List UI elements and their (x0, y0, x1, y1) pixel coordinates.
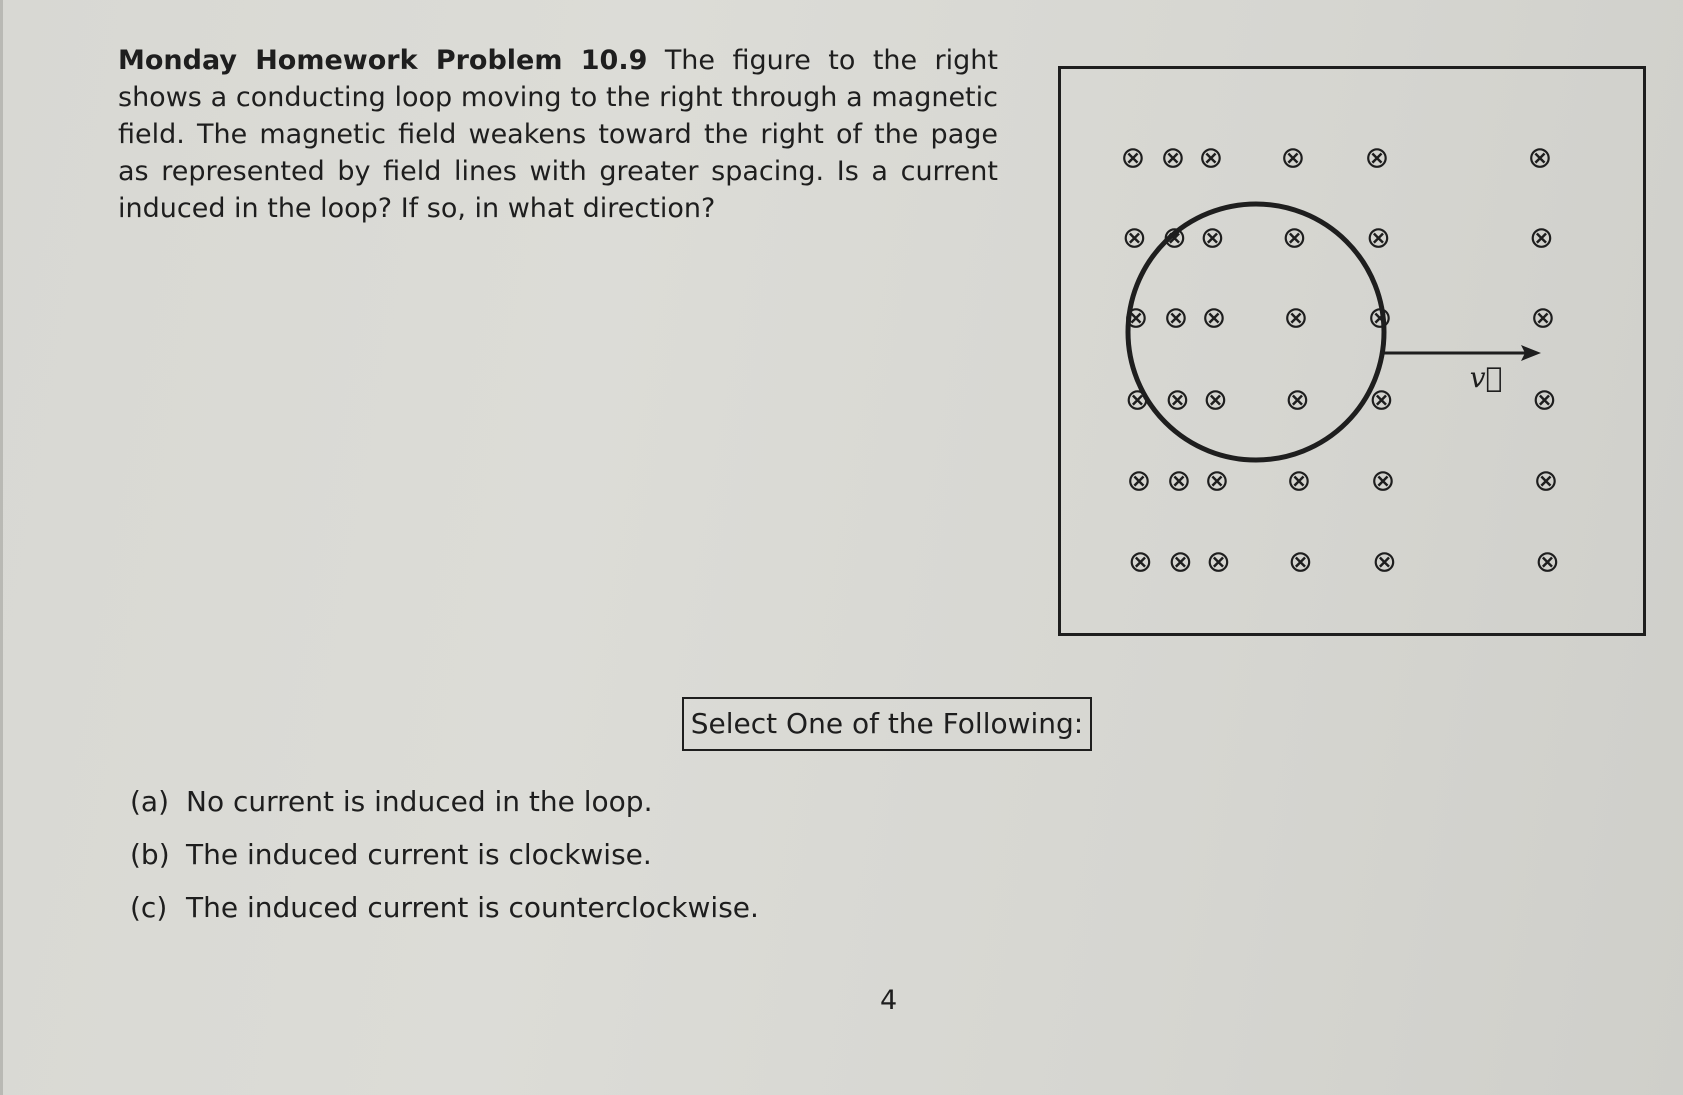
field-into-page-icon: ⊗ (1121, 220, 1148, 256)
problem-title: Monday Homework Problem 10.9 (118, 45, 648, 76)
velocity-label: v⃗ (1469, 361, 1503, 394)
field-into-page-icon: ⊗ (1368, 382, 1395, 418)
field-into-page-icon: ⊗ (1527, 140, 1553, 176)
page-edge (0, 0, 3, 1095)
option-c[interactable] (130, 888, 759, 941)
field-into-page-icon: ⊗ (1286, 463, 1312, 499)
field-into-page-icon: ⊗ (1163, 300, 1189, 336)
field-into-page-icon: ⊗ (1533, 463, 1559, 499)
field-into-page-icon: ⊗ (1123, 300, 1149, 336)
select-prompt: Select One of the Following: (682, 697, 1092, 751)
field-into-page-icon: ⊗ (1167, 544, 1194, 580)
field-into-page-icon: ⊗ (1364, 140, 1390, 176)
field-into-page-icon: ⊗ (1530, 300, 1556, 336)
option-letter: (b) (130, 838, 170, 871)
field-into-page-icon: ⊗ (1124, 382, 1151, 418)
page-number: 4 (880, 985, 898, 1016)
problem-statement (118, 42, 998, 227)
field-into-page-icon: ⊗ (1281, 220, 1308, 256)
field-into-page-icon: ⊗ (1164, 382, 1191, 418)
field-into-page-icon: ⊗ (1201, 300, 1227, 336)
field-into-page-icon: ⊗ (1367, 300, 1393, 336)
field-into-page-icon: ⊗ (1166, 463, 1192, 499)
figure-canvas (1061, 69, 1643, 633)
field-into-page-icon: ⊗ (1284, 382, 1311, 418)
option-b[interactable] (130, 835, 759, 888)
field-into-page-icon: ⊗ (1199, 220, 1226, 256)
answer-options (130, 782, 759, 941)
option-text: The induced current is counterclockwise. (186, 891, 759, 924)
option-a[interactable] (130, 782, 759, 835)
field-into-page-icon: ⊗ (1205, 544, 1232, 580)
field-into-page-icon: ⊗ (1198, 140, 1224, 176)
field-marks (1120, 141, 1560, 580)
field-into-page-icon: ⊗ (1120, 140, 1146, 176)
problem-body: The figure to the right shows a conducting loop moving to the right through a magnetic field. The magnetic field weakens toward the right of the page as represented by field lines with greater spacing. Is a current induced in the loop? If so, in what direction? (118, 45, 998, 224)
field-into-page-icon: ⊗ (1202, 382, 1229, 418)
field-into-page-icon: ⊗ (1161, 220, 1188, 256)
option-letter: (a) (130, 785, 170, 818)
field-into-page-icon: ⊗ (1528, 220, 1555, 256)
field-into-page-icon: ⊗ (1531, 382, 1558, 418)
field-into-page-icon: ⊗ (1287, 544, 1314, 580)
field-into-page-icon: ⊗ (1160, 140, 1186, 176)
field-into-page-icon: ⊗ (1204, 463, 1230, 499)
magnetic-field-figure (1058, 66, 1646, 636)
field-into-page-icon: ⊗ (1280, 140, 1306, 176)
field-into-page-icon: ⊗ (1365, 220, 1392, 256)
field-into-page-icon: ⊗ (1534, 544, 1561, 580)
field-into-page-icon: ⊗ (1127, 544, 1154, 580)
field-into-page-icon: ⊗ (1283, 300, 1309, 336)
field-into-page-icon: ⊗ (1371, 544, 1398, 580)
option-text: No current is induced in the loop. (186, 785, 653, 818)
field-into-page-icon: ⊗ (1126, 463, 1152, 499)
field-into-page-icon: ⊗ (1370, 463, 1396, 499)
option-letter: (c) (130, 891, 168, 924)
option-text: The induced current is clockwise. (186, 838, 652, 871)
